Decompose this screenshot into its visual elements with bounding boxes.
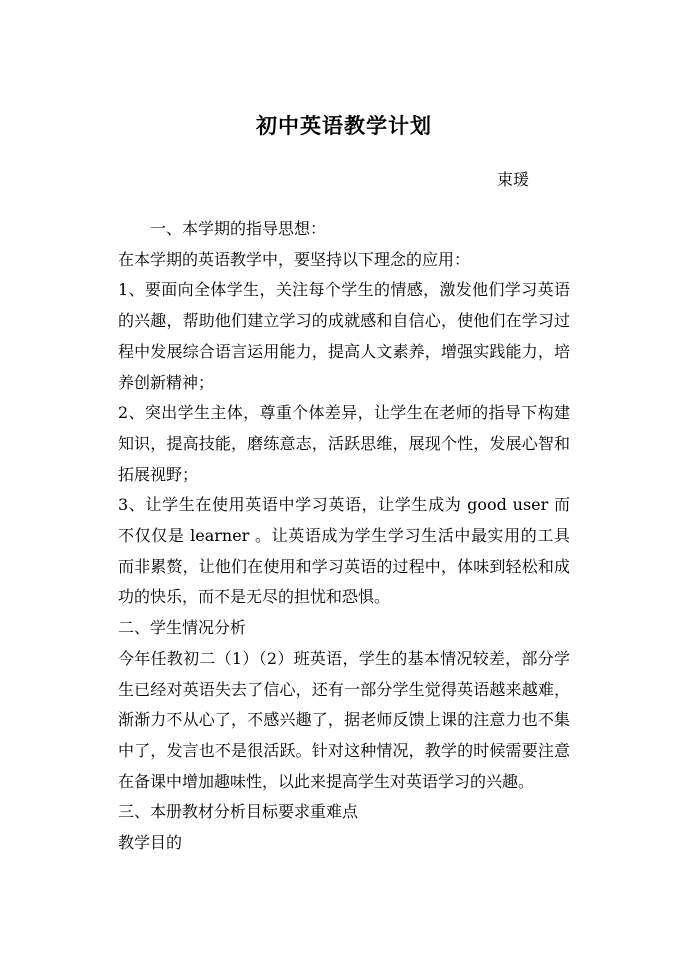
document-author: 束瑗: [497, 170, 530, 189]
paragraph-point-2: 2、突出学生主体，尊重个体差异，让学生在老师的指导下构建知识，提高技能，磨练意志，活跃思维，展现个性，发展心智和拓展视野；: [118, 403, 570, 484]
section-heading-textbook-analysis: 三、本册教材分析目标要求重难点: [118, 802, 359, 822]
paragraph-intro: 在本学期的英语教学中，要坚持以下理念的应用：: [118, 249, 471, 269]
section-heading-student-analysis: 二、学生情况分析: [118, 618, 247, 638]
paragraph-point-3: 3、让学生在使用英语中学习英语，让学生成为 good user 而不仅仅是 learner 。让英语成为学生学习生活中最实用的工具而非累赘，让他们在使用和学习英语的过程中，体味到轻松和成功的快乐，而不是无尽的担忧和恐惧。: [118, 495, 570, 607]
document-title: 初中英语教学计划: [256, 113, 432, 138]
document-body: [118, 214, 570, 859]
section-heading-guiding-ideas: 一、本学期的指导思想：: [150, 219, 327, 238]
paragraph-point-1: 1、要面向全体学生，关注每个学生的情感，激发他们学习英语的兴趣，帮助他们建立学习的成就感和自信心，使他们在学习过程中发展综合语言运用能力，提高人文素养，增强实践能力，培养创新精神；: [118, 280, 570, 392]
paragraph-student-analysis: 今年任教初二（1）（2）班英语，学生的基本情况较差，部分学生已经对英语失去了信心，还有一部分学生觉得英语越来越难，渐渐力不从心了，不感兴趣了，据老师反馈上课的注意力也不集中了，发言也不是很活跃。针对这种情况，教学的时候需要注意在备课中增加趣味性，以此来提高学生对英语学习的兴趣。: [118, 648, 570, 791]
subheading-teaching-goals: 教学目的: [118, 833, 183, 853]
